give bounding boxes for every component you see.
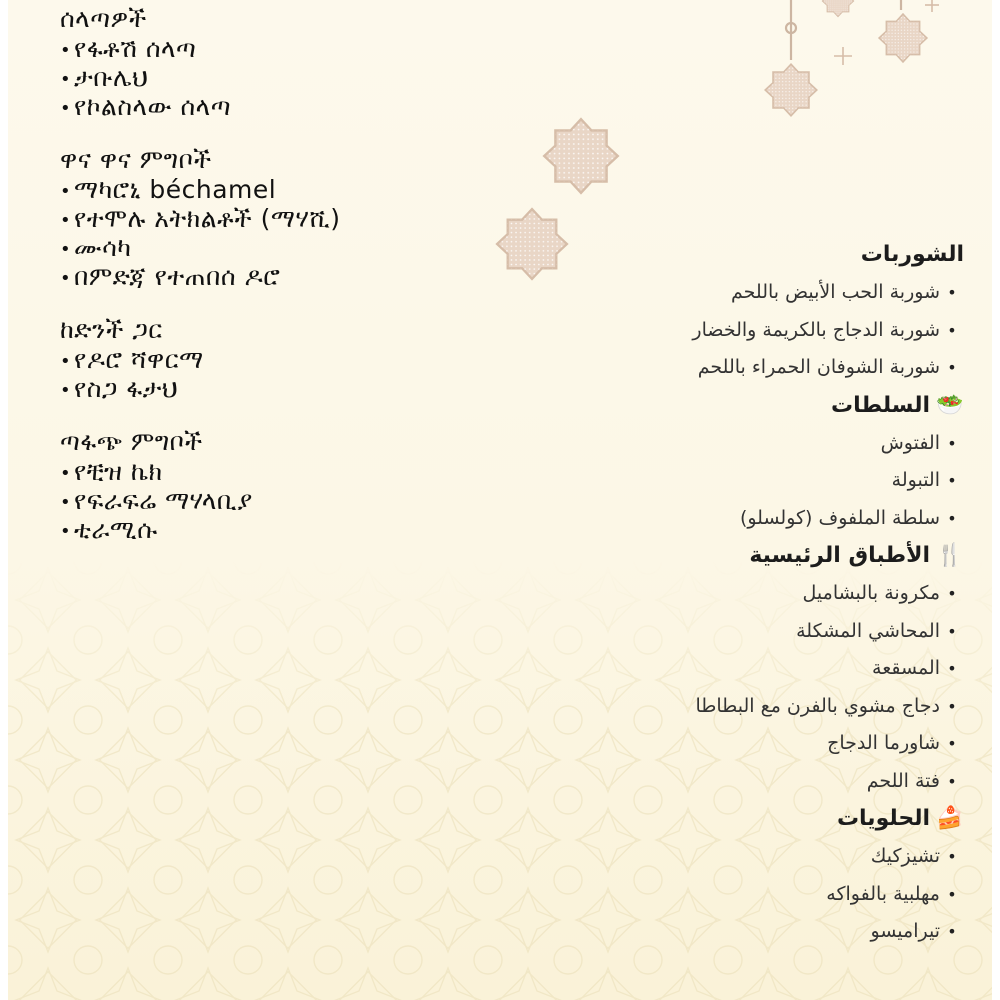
list-item bbox=[564, 763, 964, 801]
item-label: فتة اللحم bbox=[866, 769, 940, 792]
item-label: የቺዝ ኬክ bbox=[74, 457, 163, 486]
bullet: • bbox=[947, 771, 957, 791]
list-item bbox=[60, 457, 480, 486]
section-title-text: الحلويات bbox=[836, 806, 930, 831]
item-label: شاورما الدجاج bbox=[827, 732, 940, 754]
item-label: مهلبية بالفواكه bbox=[826, 882, 940, 905]
item-label: شوربة الشوفان الحمراء باللحم bbox=[697, 356, 940, 378]
list-item bbox=[564, 500, 964, 538]
item-label: የፍራፍሬ ማሃላቢያ bbox=[74, 486, 253, 515]
hanging-lantern-icon bbox=[879, 14, 927, 62]
amharic-section-title: ጣፋጭ ምግቦች bbox=[60, 427, 203, 456]
list-item bbox=[60, 374, 480, 403]
bullet: • bbox=[947, 471, 957, 490]
amharic-item-list bbox=[60, 457, 480, 544]
arabic-item-list bbox=[564, 274, 964, 387]
arabic-section-desserts bbox=[564, 800, 964, 951]
item-label: በምድጃ የተጠበሰ ዶሮ bbox=[74, 262, 281, 291]
item-label: التبولة bbox=[891, 469, 940, 491]
list-item bbox=[564, 725, 964, 763]
amharic-section-main-dishes bbox=[60, 145, 480, 291]
arabic-section-title bbox=[564, 387, 964, 425]
arabic-section-title bbox=[564, 800, 964, 838]
bullet: • bbox=[947, 320, 957, 340]
item-label: ማካሮኒ béchamel bbox=[74, 175, 277, 204]
list-item bbox=[60, 515, 480, 544]
bullet: • bbox=[947, 884, 957, 904]
item-label: المحاشي المشكلة bbox=[796, 619, 940, 642]
bullet: • bbox=[60, 462, 72, 484]
arabic-section-main-dishes bbox=[564, 537, 964, 800]
amharic-item-list bbox=[60, 175, 480, 291]
amharic-menu bbox=[60, 4, 480, 568]
bullet: • bbox=[947, 508, 957, 528]
bullet: • bbox=[60, 209, 72, 231]
list-item bbox=[60, 63, 480, 92]
bullet: • bbox=[60, 350, 72, 372]
bullet: • bbox=[60, 97, 72, 119]
bullet: • bbox=[60, 238, 72, 260]
arabic-section-title bbox=[564, 236, 964, 274]
item-label: ቲራሚሱ bbox=[74, 515, 158, 544]
arabic-section-title bbox=[564, 537, 964, 575]
amharic-item-list bbox=[60, 34, 480, 121]
bullet: • bbox=[947, 621, 957, 641]
menu-page bbox=[8, 0, 992, 1000]
item-label: የኮልስላው ሰላጣ bbox=[74, 92, 231, 121]
bullet: • bbox=[947, 659, 957, 678]
list-item bbox=[564, 274, 964, 312]
list-item bbox=[564, 349, 964, 387]
arabic-section-soups bbox=[564, 236, 964, 387]
bullet: • bbox=[947, 847, 957, 866]
list-item bbox=[60, 175, 480, 204]
star-ornament-icon bbox=[544, 119, 618, 193]
amharic-section-desserts bbox=[60, 427, 480, 544]
bullet: • bbox=[947, 283, 957, 302]
list-item bbox=[60, 92, 480, 121]
bullet: • bbox=[947, 696, 957, 716]
list-item bbox=[564, 425, 964, 463]
fork-knife-icon: 🍴 bbox=[936, 543, 964, 568]
list-item bbox=[564, 462, 964, 500]
section-title-text: الشوربات bbox=[860, 242, 964, 267]
item-label: የዶሮ ሻዋርማ bbox=[74, 345, 204, 374]
amharic-section-with-potatoes bbox=[60, 315, 480, 403]
amharic-section-title: ከድንች ጋር bbox=[60, 315, 163, 344]
amharic-section-title: ዋና ዋና ምግቦች bbox=[60, 145, 212, 174]
list-item bbox=[564, 838, 964, 876]
arabic-section-salads bbox=[564, 387, 964, 538]
bullet: • bbox=[60, 39, 72, 61]
list-item bbox=[60, 34, 480, 63]
bullet: • bbox=[947, 358, 957, 377]
item-label: የተሞሉ አትክልቶች (ማሃሺ) bbox=[74, 204, 341, 233]
amharic-section-salads bbox=[60, 4, 480, 121]
list-item bbox=[60, 345, 480, 374]
amharic-item-list bbox=[60, 345, 480, 403]
section-title-text: الأطباق الرئيسية bbox=[749, 543, 930, 568]
item-label: شوربة الحب الأبيض باللحم bbox=[731, 281, 940, 303]
arabic-item-list bbox=[564, 838, 964, 951]
salad-icon: 🥗 bbox=[936, 392, 964, 418]
arabic-item-list bbox=[564, 575, 964, 800]
item-label: دجاج مشوي بالفرن مع البطاطا bbox=[695, 694, 940, 717]
item-label: المسقعة bbox=[872, 657, 940, 679]
item-label: مكرونة بالبشاميل bbox=[802, 582, 940, 604]
bullet: • bbox=[947, 922, 957, 941]
item-label: شوربة الدجاج بالكريمة والخضار bbox=[692, 318, 940, 341]
list-item bbox=[564, 312, 964, 350]
bullet: • bbox=[60, 520, 72, 542]
hanging-lantern-icon bbox=[822, 0, 853, 17]
star-ornament-icon bbox=[497, 209, 567, 279]
bullet: • bbox=[60, 180, 72, 202]
list-item bbox=[60, 204, 480, 233]
item-label: تشيزكيك bbox=[870, 845, 940, 867]
arabic-item-list bbox=[564, 425, 964, 538]
item-label: የፋቶሽ ሰላጣ bbox=[74, 34, 197, 63]
bullet: • bbox=[947, 433, 957, 453]
item-label: ታቡሌህ bbox=[74, 63, 149, 92]
section-title-text: السلطات bbox=[831, 392, 930, 418]
item-label: الفتوش bbox=[880, 431, 940, 454]
list-item bbox=[60, 233, 480, 262]
list-item bbox=[564, 650, 964, 688]
item-label: تيراميسو bbox=[870, 920, 940, 942]
bullet: • bbox=[60, 379, 72, 401]
bullet: • bbox=[60, 267, 72, 289]
list-item bbox=[60, 262, 480, 291]
bullet: • bbox=[947, 584, 957, 603]
list-item bbox=[60, 486, 480, 515]
bullet: • bbox=[60, 491, 72, 513]
item-label: የስጋ ፋታህ bbox=[74, 374, 179, 403]
amharic-section-title: ሰላጣዎች bbox=[60, 4, 147, 33]
item-label: سلطة الملفوف (كولسلو) bbox=[739, 506, 940, 529]
list-item bbox=[564, 613, 964, 651]
cake-icon: 🍰 bbox=[936, 806, 964, 831]
arabic-menu bbox=[564, 236, 964, 951]
list-item bbox=[564, 876, 964, 914]
bullet: • bbox=[947, 734, 957, 753]
hanging-lantern-icon bbox=[765, 64, 817, 116]
bullet: • bbox=[60, 68, 72, 90]
item-label: ሙሳካ bbox=[74, 233, 132, 262]
list-item bbox=[564, 913, 964, 951]
list-item bbox=[564, 688, 964, 726]
list-item bbox=[564, 575, 964, 613]
